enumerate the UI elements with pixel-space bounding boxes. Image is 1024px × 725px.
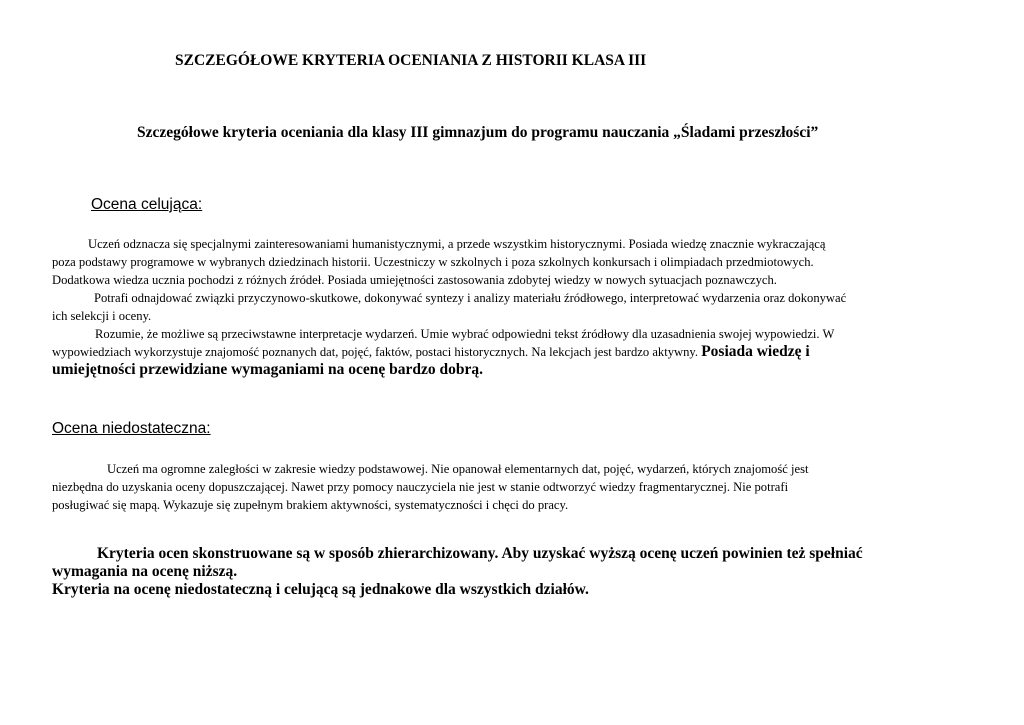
paragraph-line (52, 343, 982, 361)
paragraph-line: Uczeń odznacza się specjalnymi zainteresowaniami humanistycznymi, a przede wszystkim historycznymi. Posiada wiedzę znacznie wykraczającą (88, 237, 826, 251)
paragraph-line: ich selekcji i oceny. (52, 309, 152, 323)
paragraph-text: wypowiedziach wykorzystuje znajomość poznanych dat, pojęć, faktów, postaci historycznych. Na lekcjach jest bardzo aktywny. (52, 345, 702, 359)
final-notes (52, 545, 863, 599)
paragraph-line: Uczeń ma ogromne zaległości w zakresie wiedzy podstawowej. Nie opanował elementarnych dat, pojęć, wydarzeń, których znajomość jest (107, 462, 809, 476)
paragraph-line: posługiwać się mapą. Wykazuje się zupełnym brakiem aktywności, systematyczności i chęci do pracy. (52, 498, 569, 512)
final-note-line: Kryteria ocen skonstruowane są w sposób zhierarchizowany. Aby uzyskać wyższą ocenę uczeń powinien też spełniać (97, 545, 863, 562)
section-body-celujaca (52, 235, 982, 379)
emphasis-text: Posiada wiedzę i (701, 343, 810, 360)
page-title: SZCZEGÓŁOWE KRYTERIA OCENIANIA Z HISTORII KLASA III (175, 52, 647, 69)
emphasis-line: umiejętności przewidziane wymaganiami na ocenę bardzo dobrą. (52, 361, 483, 378)
paragraph-line: poza podstawy programowe w wybranych dziedzinach historii. Uczestniczy w szkolnych i poza szkolnych konkursach i olimpiadach przedmiotowych. (52, 255, 814, 269)
section-heading-niedostateczna: Ocena niedostateczna: (52, 420, 211, 437)
section-body-niedostateczna (52, 460, 982, 514)
final-note-line: Kryteria na ocenę niedostateczną i celującą są jednakowe dla wszystkich działów. (52, 581, 589, 598)
final-note-line: wymagania na ocenę niższą. (52, 563, 238, 580)
paragraph-line: Potrafi odnajdować związki przyczynowo-skutkowe, dokonywać syntezy i analizy materiału źródłowego, interpretować wydarzenia oraz dokonywać (94, 291, 847, 305)
paragraph-line: Rozumie, że możliwe są przeciwstawne interpretacje wydarzeń. Umie wybrać odpowiedni tekst źródłowy dla uzasadnienia swojej wypowiedzi. W (95, 327, 835, 341)
section-heading-celujaca: Ocena celująca: (91, 196, 203, 213)
paragraph-line: Dodatkowa wiedza ucznia pochodzi z różnych źródeł. Posiada umiejętności zastosowania zdobytej wiedzy w nowych sytuacjach poznawczych. (52, 273, 777, 287)
page-subtitle: Szczegółowe kryteria oceniania dla klasy III gimnazjum do programu nauczania „Śladami przeszłości” (137, 124, 819, 141)
paragraph-line: niezbędna do uzyskania oceny dopuszczającej. Nawet przy pomocy nauczyciela nie jest w stanie odtworzyć wiedzy fragmentarycznej. Nie potrafi (52, 480, 789, 494)
